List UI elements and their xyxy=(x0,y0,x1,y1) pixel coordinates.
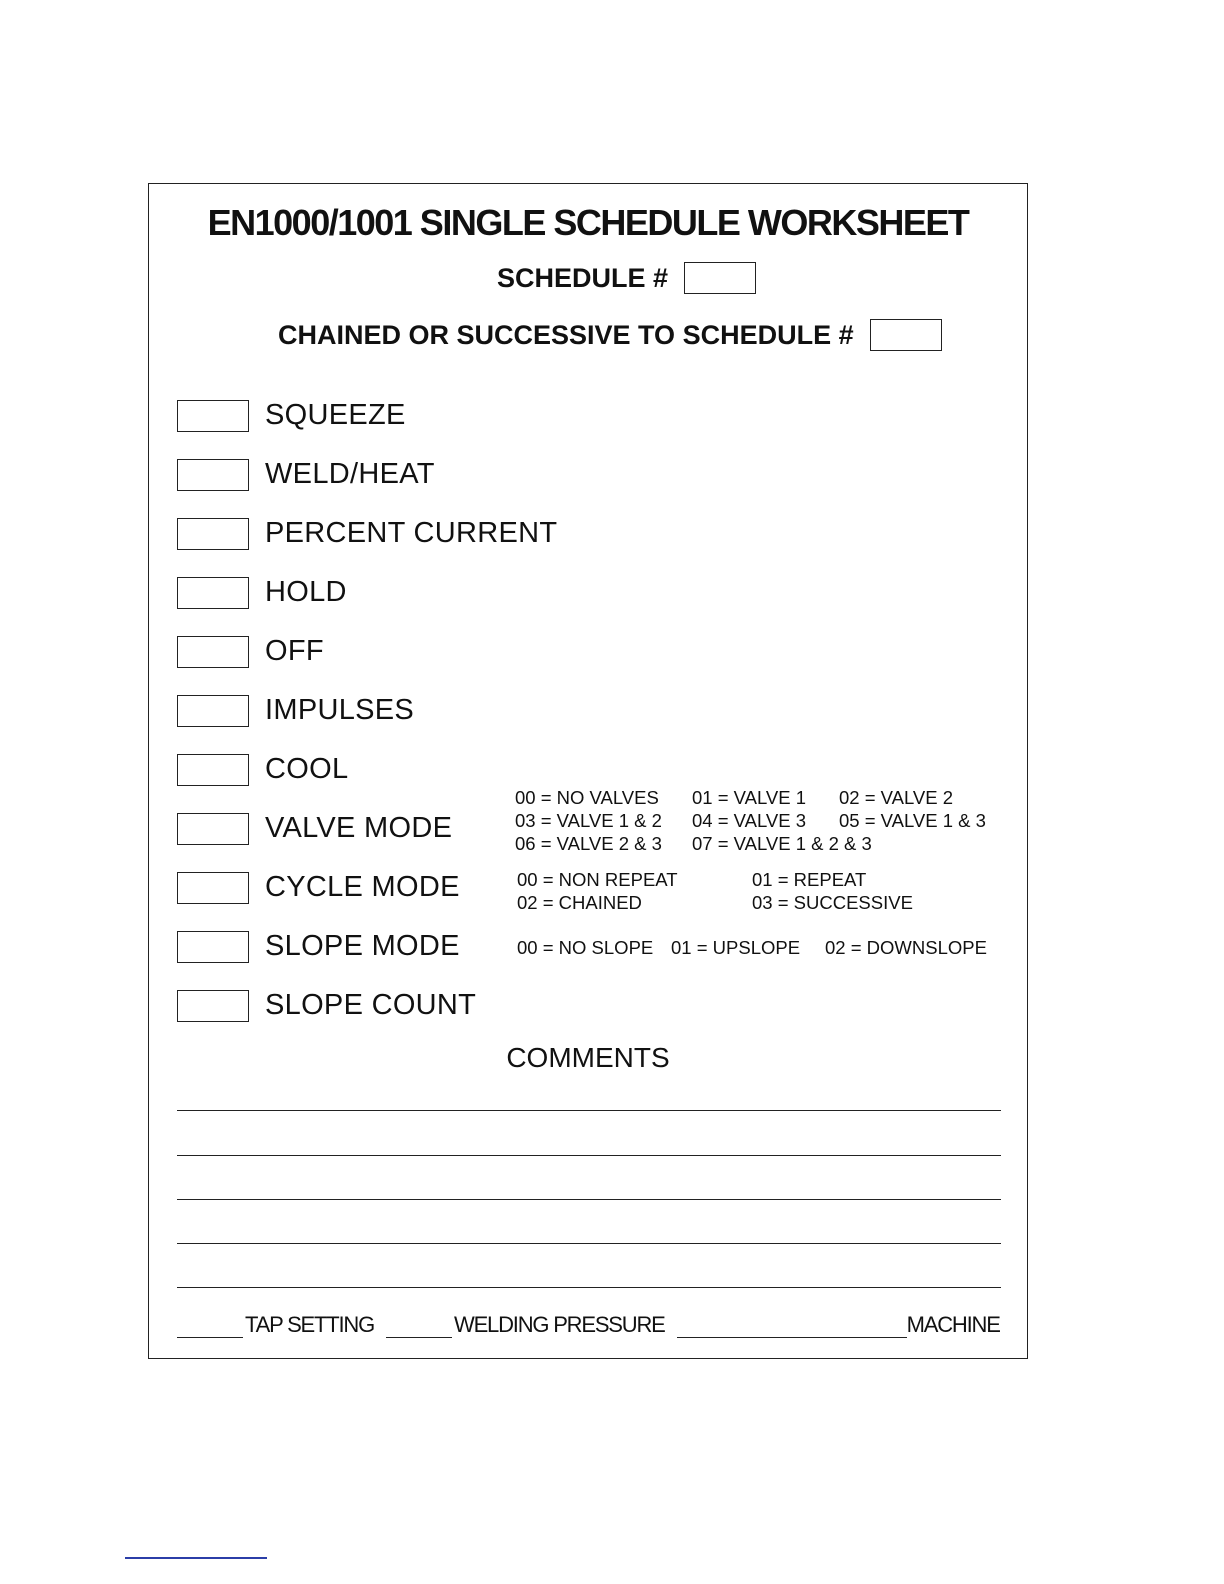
comments-heading: COMMENTS xyxy=(506,1042,670,1073)
weld-heat-box[interactable] xyxy=(177,459,249,491)
legend-item: 01 = VALVE 1 xyxy=(692,787,806,808)
field-impulses xyxy=(177,694,414,727)
off-label: OFF xyxy=(265,635,324,667)
legend-item: 06 = VALVE 2 & 3 xyxy=(515,833,662,854)
comment-line[interactable] xyxy=(177,1199,1001,1200)
legend-row xyxy=(515,809,986,832)
impulses-box[interactable] xyxy=(177,695,249,727)
legend-item: 07 = VALVE 1 & 2 & 3 xyxy=(692,833,872,854)
valve-mode-label: VALVE MODE xyxy=(265,812,453,844)
welding-pressure-label: WELDING PRESSURE xyxy=(454,1312,665,1337)
legend-item: 00 = NO SLOPE xyxy=(517,937,654,958)
legend-row xyxy=(515,786,986,809)
field-cool xyxy=(177,753,348,786)
legend-item: 02 = DOWNSLOPE xyxy=(825,937,987,958)
legend-row xyxy=(515,832,986,855)
field-off xyxy=(177,635,324,668)
slope-mode-legend xyxy=(517,936,987,959)
field-squeeze xyxy=(177,399,406,432)
legend-item: 01 = REPEAT xyxy=(752,869,867,890)
schedule-number-label: SCHEDULE # xyxy=(497,262,669,293)
legend-row xyxy=(517,936,987,959)
schedule-number-box[interactable] xyxy=(684,262,756,294)
cycle-mode-label: CYCLE MODE xyxy=(265,871,460,903)
field-valve-mode xyxy=(177,812,452,845)
legend-row xyxy=(517,868,913,891)
field-percent-current xyxy=(177,517,557,550)
comment-line[interactable] xyxy=(177,1110,1001,1111)
legend-item: 04 = VALVE 3 xyxy=(692,810,806,831)
comment-line[interactable] xyxy=(177,1155,1001,1156)
legend-item: 00 = NO VALVES xyxy=(515,787,659,808)
percent-current-label: PERCENT CURRENT xyxy=(265,517,558,549)
slope-count-label: SLOPE COUNT xyxy=(265,989,477,1021)
machine-label: MACHINE xyxy=(906,1312,1000,1337)
legend-item: 01 = UPSLOPE xyxy=(671,937,801,958)
cycle-mode-legend xyxy=(517,868,913,914)
legend-item: 03 = VALVE 1 & 2 xyxy=(515,810,662,831)
slope-count-box[interactable] xyxy=(177,990,249,1022)
legend-item: 02 = VALVE 2 xyxy=(839,787,953,808)
worksheet-form xyxy=(148,183,1028,1359)
squeeze-box[interactable] xyxy=(177,400,249,432)
welding-pressure-blank[interactable] xyxy=(386,1317,452,1338)
footer-row xyxy=(177,1312,1000,1338)
field-slope-mode xyxy=(177,930,460,963)
off-box[interactable] xyxy=(177,636,249,668)
legend-item: 00 = NON REPEAT xyxy=(517,869,678,890)
hold-label: HOLD xyxy=(265,576,347,608)
chained-schedule-label: CHAINED OR SUCCESSIVE TO SCHEDULE # xyxy=(278,319,854,350)
tap-setting-label: TAP SETTING xyxy=(245,1312,375,1337)
squeeze-label: SQUEEZE xyxy=(265,399,406,431)
cool-label: COOL xyxy=(265,753,349,785)
chained-schedule-box[interactable] xyxy=(870,319,942,351)
field-hold xyxy=(177,576,347,609)
machine-blank[interactable] xyxy=(677,1317,907,1338)
valve-mode-box[interactable] xyxy=(177,813,249,845)
legend-item: 02 = CHAINED xyxy=(517,892,642,913)
valve-mode-legend xyxy=(515,786,986,855)
slope-mode-box[interactable] xyxy=(177,931,249,963)
legend-item: 03 = SUCCESSIVE xyxy=(752,892,913,913)
legend-item: 05 = VALVE 1 & 3 xyxy=(839,810,986,831)
cycle-mode-box[interactable] xyxy=(177,872,249,904)
tap-setting-blank[interactable] xyxy=(177,1317,243,1338)
chained-schedule-row xyxy=(278,319,942,351)
field-slope-count xyxy=(177,989,476,1022)
slope-mode-label: SLOPE MODE xyxy=(265,930,460,962)
cool-box[interactable] xyxy=(177,754,249,786)
field-cycle-mode xyxy=(177,871,460,904)
legend-row xyxy=(517,891,913,914)
hold-box[interactable] xyxy=(177,577,249,609)
weld-heat-label: WELD/HEAT xyxy=(265,458,435,490)
percent-current-box[interactable] xyxy=(177,518,249,550)
comment-line[interactable] xyxy=(177,1287,1001,1288)
comment-line[interactable] xyxy=(177,1243,1001,1244)
worksheet-title: EN1000/1001 SINGLE SCHEDULE WORKSHEET xyxy=(207,202,969,243)
field-weld-heat xyxy=(177,458,435,491)
footer-link-underline[interactable] xyxy=(125,1557,267,1559)
schedule-number-row xyxy=(497,262,756,294)
impulses-label: IMPULSES xyxy=(265,694,415,726)
